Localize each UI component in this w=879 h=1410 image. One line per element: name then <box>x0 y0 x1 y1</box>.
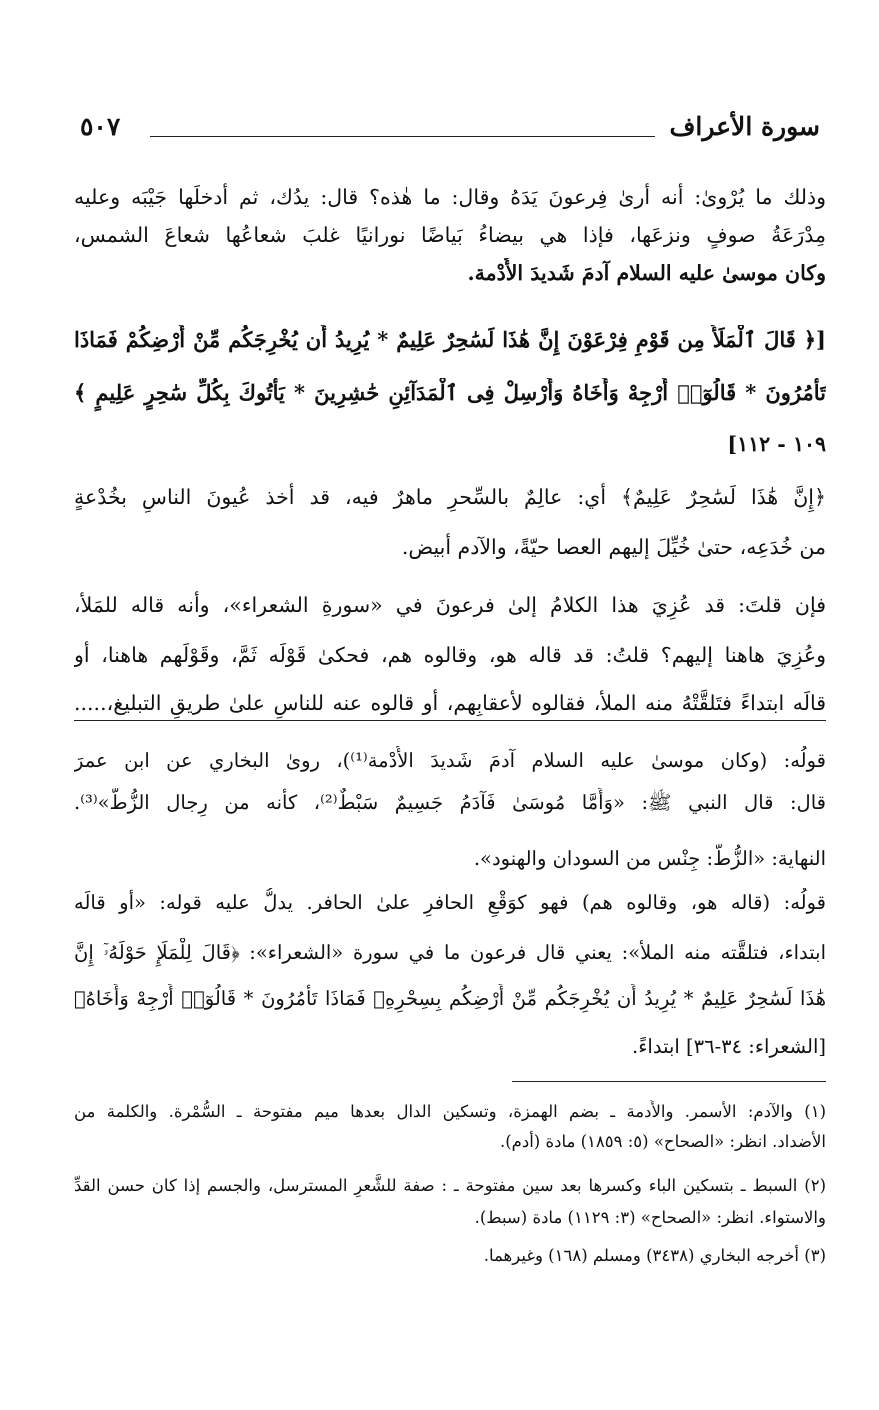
footnote-rule <box>512 1081 826 1082</box>
quran-verse-line: تَأْمُرُونَ * قَالُوٓا۟ أَرْجِهْ وَأَخَاهُ وَأَرْسِلْ فِى ٱلْمَدَآئِنِ حَٰشِرِينَ * يَأْتُوكَ بِكُلِّ سَٰحِرٍ عَلِيمٍ ﴾ <box>74 380 826 405</box>
commentary-line: النهاية: «الزُّطّ: جِنْس من السودان والهنود». <box>473 847 826 870</box>
commentary-line: ابتداء، فتلقَّته منه الملأ»: يعني قال فرعون ما في سورة «الشعراء»: ﴿قَالَ لِلْمَلَإِ حَوْلَهُۥٓ إِنَّ <box>74 941 826 964</box>
footnote-line: (٢) السبط ـ بتسكين الباء وكسرها بعد سين مفتوحة ـ : صفة للشَّعرِ المسترسل، والجسم إذا كان حسن القدِّ <box>74 1176 826 1195</box>
footnote-line: الأضداد. انظر: «الصحاح» (٥: ١٨٥٩) مادة (أدم). <box>499 1132 826 1151</box>
quran-verse-line: [﴿ قَالَ ٱلْمَلَأُ مِن قَوْمِ فِرْعَوْنَ إِنَّ هَٰذَا لَسَٰحِرٌ عَلِيمٌ * يُرِيدُ أَن يُخْرِجَكُم مِّنْ أَرْضِكُمْ فَمَاذَا <box>74 327 826 352</box>
page-header <box>80 112 820 152</box>
commentary-line: قولُه: (وكان موسىٰ عليه السلام آدمَ شَديدَ الأُدْمة⁽¹⁾)، روىٰ البخاري عن ابن عمرَ <box>74 749 826 772</box>
main-line: فإن قلتَ: قد عُزِيَ هذا الكلامُ إلىٰ فرعونَ في «سورةِ الشعراء»، وأنه قاله للمَلأ، <box>74 593 826 617</box>
main-line: مِدْرَعَةُ صوفٍ ونزعَها، فإذا هي بيضاءُ بَياضًا نورانيًا غلبَ شعاعُها شعاعَ الشمس، <box>74 223 826 247</box>
header-rule <box>150 136 655 137</box>
surah-title: سورة الأعراف <box>669 112 820 141</box>
main-line: وكان موسىٰ عليه السلام آدمَ شَديدَ الأُدْمة. <box>467 261 826 285</box>
main-line: ﴿إِنَّ هَٰذَا لَسَٰحِرٌ عَلِيمٌ﴾ أي: عالِمٌ بالسِّحرِ ماهرٌ فيه، قد أخذ عُيونَ الناسِ بخُدْعةٍ <box>74 485 826 509</box>
main-line: من خُدَعِه، حتىٰ خُيِّلَ إليهم العصا حيّةً، والآدم أبيض. <box>401 535 826 559</box>
section-divider <box>74 720 826 721</box>
commentary-line: قولُه: (قاله هو، وقالوه هم) فهو كوَقْعِ الحافرِ علىٰ الحافر. يدلُّ عليه قوله: «أو قالَه <box>74 891 826 914</box>
commentary-line: [الشعراء: ٣٤-٣٦] ابتداءً. <box>632 1035 826 1058</box>
main-line: وذلك ما يُرْوىٰ: أنه أرىٰ فِرعونَ يَدَهُ وقال: ما هٰذه؟ قال: يدُك، ثم أدخلَها جَيْبَه وعليه <box>74 185 826 209</box>
footnote-line: (١) والآدم: الأسمر. والأُدمة ـ بضم الهمزة، وتسكين الدال بعدها ميم مفتوحة ـ السُّمْرة. والكلمة من <box>74 1102 826 1121</box>
page-number: ٥٠٧ <box>80 112 121 141</box>
commentary-line: هَٰذَا لَسَٰحِرٌ عَلِيمٌ * يُرِيدُ أَن يُخْرِجَكُم مِّنْ أَرْضِكُم بِسِحْرِهِۦ فَمَاذَا تَأْمُرُونَ * قَالُوٓا۟ أَرْجِهْ وَأَخَاهُ﴾ <box>74 987 826 1010</box>
footnote-line: والاستواء. انظر: «الصحاح» (٣: ١١٢٩) مادة (سبط). <box>474 1208 826 1227</box>
commentary-line: قال: قال النبي ﷺ: «وَأَمَّا مُوسَىٰ فَآدَمُ جَسِيمٌ سَبْطٌ⁽²⁾، كأنه من رِجال الزُّطّ»⁽³⁾. <box>74 791 826 814</box>
footnote-line: (٣) أخرجه البخاري (٣٤٣٨) ومسلم (١٦٨) وغيرهما. <box>483 1246 826 1265</box>
verse-reference: ١٠٩ - ١١٢] <box>727 432 826 456</box>
main-line: وعُزِيَ هاهنا إليهم؟ قلتُ: قد قاله هو، وقالوه هم، فحكىٰ قَوْلَه ثَمَّ، وقَوْلَهم هاهنا، أو <box>74 643 826 667</box>
main-line: قالَه ابتداءً فتَلقَّتْهُ منه الملأ، فقالوه لأعقابِهم، أو قالوه عنه للناسِ علىٰ طريقِ التبليغ،..... <box>74 691 826 715</box>
